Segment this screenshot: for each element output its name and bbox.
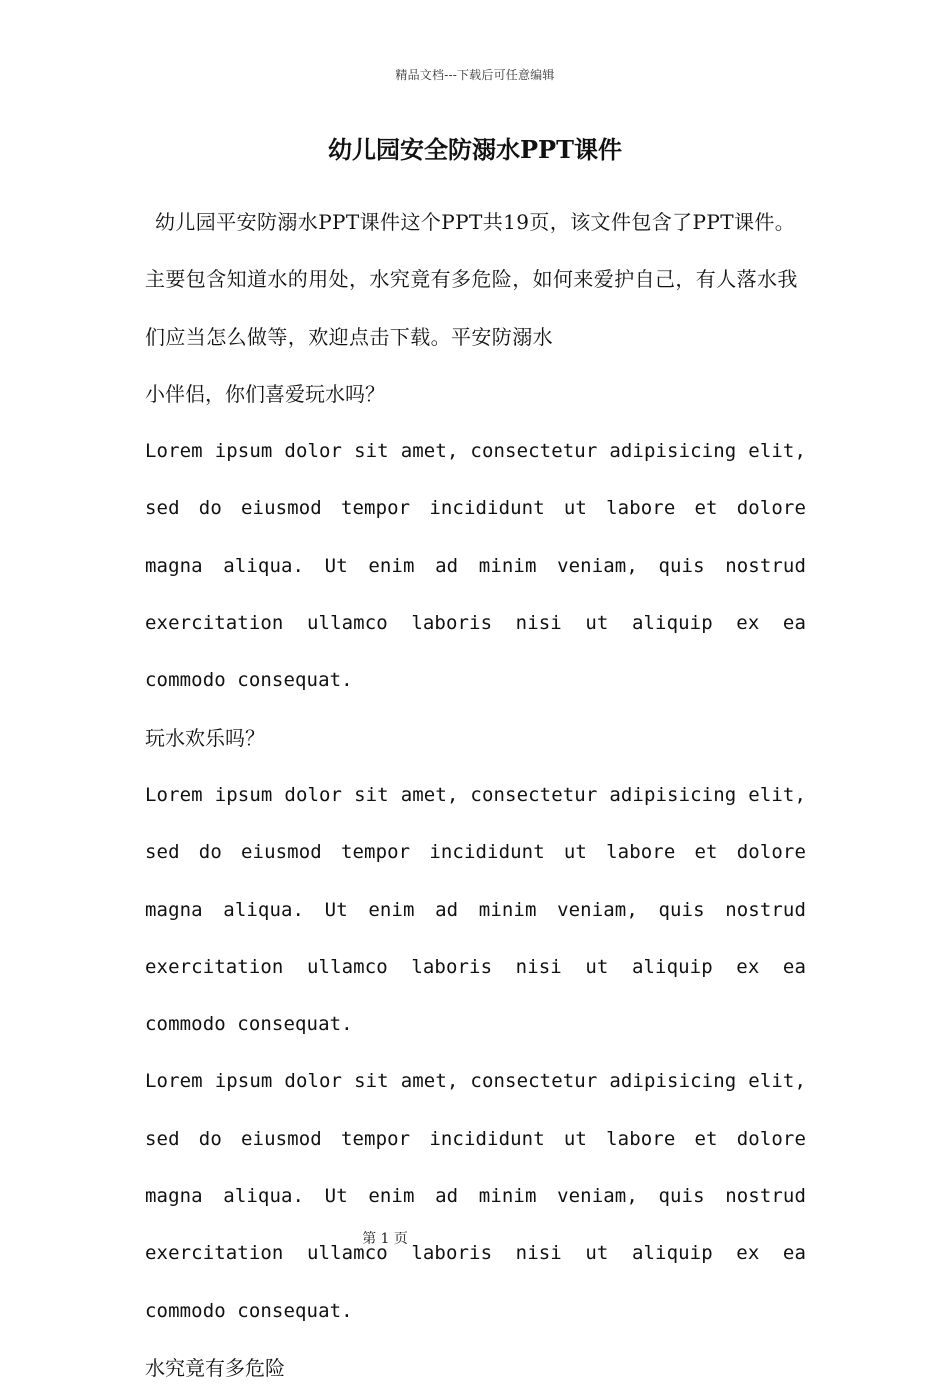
document-title: 幼儿园安全防溺水PPT课件 <box>328 135 622 164</box>
section-heading-play-water: 小伴侣，你们喜爱玩水吗？ <box>145 381 385 406</box>
document-body <box>145 194 806 1397</box>
lorem-paragraph-2: Lorem ipsum dolor sit amet, consectetur adipisicing elit, sed do eiusmod tempor incididunt ut labore et dolore magna aliqua. Ut enim ad minim veniam, quis nostrud exercitation ullamco laboris nisi ut aliquip ex ea commodo consequat. <box>145 783 806 1036</box>
intro-paragraph: 幼儿园平安防溺水PPT课件这个PPT共19页，该文件包含了PPT课件。主要包含知道水的用处，水究竟有多危险，如何来爱护自己，有人落水我们应当怎么做等，欢迎点击下载。平安防溺水 <box>145 210 798 349</box>
section-heading-danger: 水究竟有多危险 <box>145 1355 285 1380</box>
header-note: 精品文档---下载后可任意编辑 <box>395 68 555 82</box>
section-heading-fun: 玩水欢乐吗？ <box>145 725 265 750</box>
lorem-paragraph-1: Lorem ipsum dolor sit amet, consectetur adipisicing elit, sed do eiusmod tempor incididunt ut labore et dolore magna aliqua. Ut enim ad minim veniam, quis nostrud exercitation ullamco laboris nisi ut aliquip ex ea commodo consequat. <box>145 440 806 692</box>
lorem-paragraph-3: Lorem ipsum dolor sit amet, consectetur adipisicing elit, sed do eiusmod tempor incididunt ut labore et dolore magna aliqua. Ut enim ad minim veniam, quis nostrud exercitation ullamco laboris nisi ut aliquip ex ea commodo consequat. <box>145 1070 806 1322</box>
page-number: 第 1 页 <box>362 1231 408 1247</box>
